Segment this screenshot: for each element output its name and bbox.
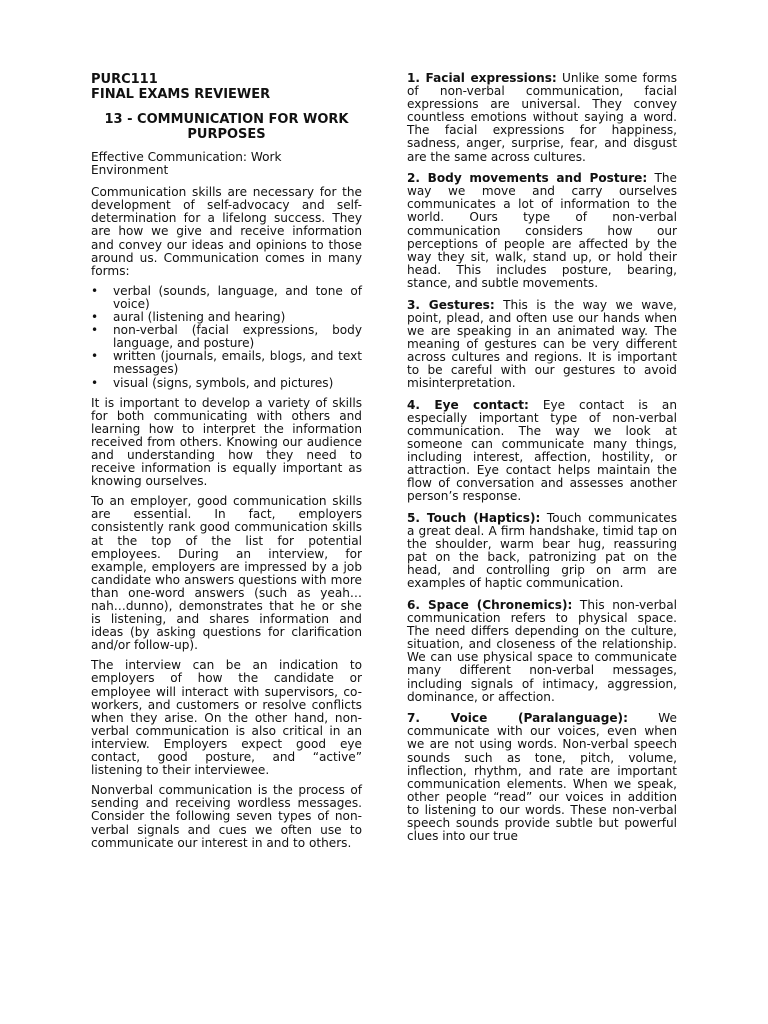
item-text: This non-verbal communication refers to physical space. The need differs depending on the culture, situation, and closeness of the relationship. We can use physical space to communicate many different non-verbal messages, including signals of intimacy, aggression, dominance, or affection.	[407, 597, 677, 704]
list-item-text: non-verbal (facial expressions, body language, and posture)	[113, 323, 362, 351]
list-item-text: aural (listening and hearing)	[113, 310, 286, 325]
item-gestures	[407, 299, 677, 391]
item-term: 1. Facial expressions:	[407, 71, 557, 85]
document-title: FINAL EXAMS REVIEWER	[91, 87, 271, 102]
list-item-text: written (journals, emails, blogs, and text messages)	[113, 349, 362, 377]
item-text: Eye contact is an especially important type of non-verbal communication. The way we look at someone can communicate many things, including interest, affection, hostility, or attraction. Eye contact helps maintain the flow of conversation and assesses another person’s response.	[407, 397, 677, 504]
list-item	[91, 350, 362, 376]
right-column	[407, 72, 677, 852]
intro-paragraph: Communication skills are necessary for the development of self-advocacy and self-determination for a lifelong success. They are how we give and receive information and convey our ideas and opinions to those around us. Communication comes in many forms:	[91, 185, 362, 278]
bullet-icon: •	[91, 283, 99, 298]
item-space	[407, 599, 677, 704]
item-facial-expressions	[407, 72, 677, 164]
list-item	[91, 285, 362, 311]
list-item-text: visual (signs, symbols, and pictures)	[113, 375, 334, 390]
bullet-icon: •	[91, 375, 99, 390]
bullet-icon: •	[91, 310, 99, 325]
item-term: 2. Body movements and Posture:	[407, 171, 648, 186]
interview-paragraph: The interview can be an indication to employers of how the candidate or employee will interact with supervisors, co-workers, and customers or resolve conflicts when they arise. On the other hand, non-verbal communication is also critical in an interview. Employers expect good eye contact, good posture, and “active” listening to their interviewee.	[91, 658, 362, 778]
item-voice	[407, 712, 677, 843]
item-term: 6. Space (Chronemics):	[407, 597, 573, 612]
item-text: This is the way we wave, point, plead, and often use our hands when we are speaking in an animated way. The meaning of gestures can be very different across cultures and regions. It is important to be careful with our gestures to avoid misinterpretation.	[407, 297, 677, 391]
employer-paragraph: To an employer, good communication skills are essential. In fact, employers consistently rank good communication skills at the top of the list for potential employees. During an interview, for example, employers are impressed by a job candidate who answers questions with more than one-word answers (such as yeah…nah…dunno), demonstrates that he or she is listening, and shares information and ideas (by asking questions for clarification and/or follow-up).	[91, 494, 362, 653]
item-term: 4. Eye contact:	[407, 397, 529, 412]
left-column	[91, 72, 362, 857]
bullet-icon: •	[91, 349, 99, 364]
item-text: Unlike some forms of non-verbal communication, facial expressions are universal. They convey countless emotions without saying a word. The facial expressions for happiness, sadness, anger, surprise, fear, and disgust are the same across cultures.	[407, 71, 678, 164]
bullet-icon: •	[91, 323, 99, 338]
item-term: 7. Voice (Paralanguage):	[407, 711, 628, 726]
list-item-text: verbal (sounds, language, and tone of voice)	[113, 283, 362, 311]
chapter-title: 13 - COMMUNICATION FOR WORK PURPOSES	[104, 112, 349, 142]
item-touch	[407, 512, 677, 591]
section-subtitle: Effective Communication: Work Environment	[91, 150, 282, 178]
nonverbal-paragraph: Nonverbal communication is the process of sending and receiving wordless messages. Consider the following seven types of non-verbal signals and cues we often use to communicate our interest in and to others.	[91, 783, 362, 850]
skills-paragraph: It is important to develop a variety of skills for both communicating with others and learning how to interpret the information received from others. Knowing our audience and understanding how they need to receive information is equally important as knowing ourselves.	[91, 395, 362, 489]
item-text: Touch communicates a great deal. A firm handshake, timid tap on the shoulder, warm bear hug, reassuring pat on the back, patronizing pat on the head, and controlling grip on arm are examples of haptic communication.	[407, 510, 677, 591]
item-body-movements	[407, 172, 677, 290]
list-item	[91, 377, 362, 390]
list-item	[91, 324, 362, 350]
item-text: The way we move and carry ourselves communicates a lot of information to the world. Ours type of non-verbal communication considers how our perceptions of people are affected by the way they sit, walk, stand up, or hold their head. This includes posture, bearing, stance, and subtle movements.	[407, 171, 678, 290]
item-text: We communicate with our voices, even when we are not using words. Non-verbal speech sounds such as tone, pitch, volume, inflection, rhythm, and rate are important communication elements. When we speak, other people “read” our voices in addition to listening to our words. These non-verbal speech sounds provide subtle but powerful clues into our true	[407, 711, 677, 844]
item-term: 5. Touch (Haptics):	[407, 510, 541, 525]
item-eye-contact	[407, 399, 677, 504]
course-code: PURC111	[91, 72, 158, 87]
item-term: 3. Gestures:	[407, 297, 495, 312]
communication-forms-list	[91, 285, 362, 390]
